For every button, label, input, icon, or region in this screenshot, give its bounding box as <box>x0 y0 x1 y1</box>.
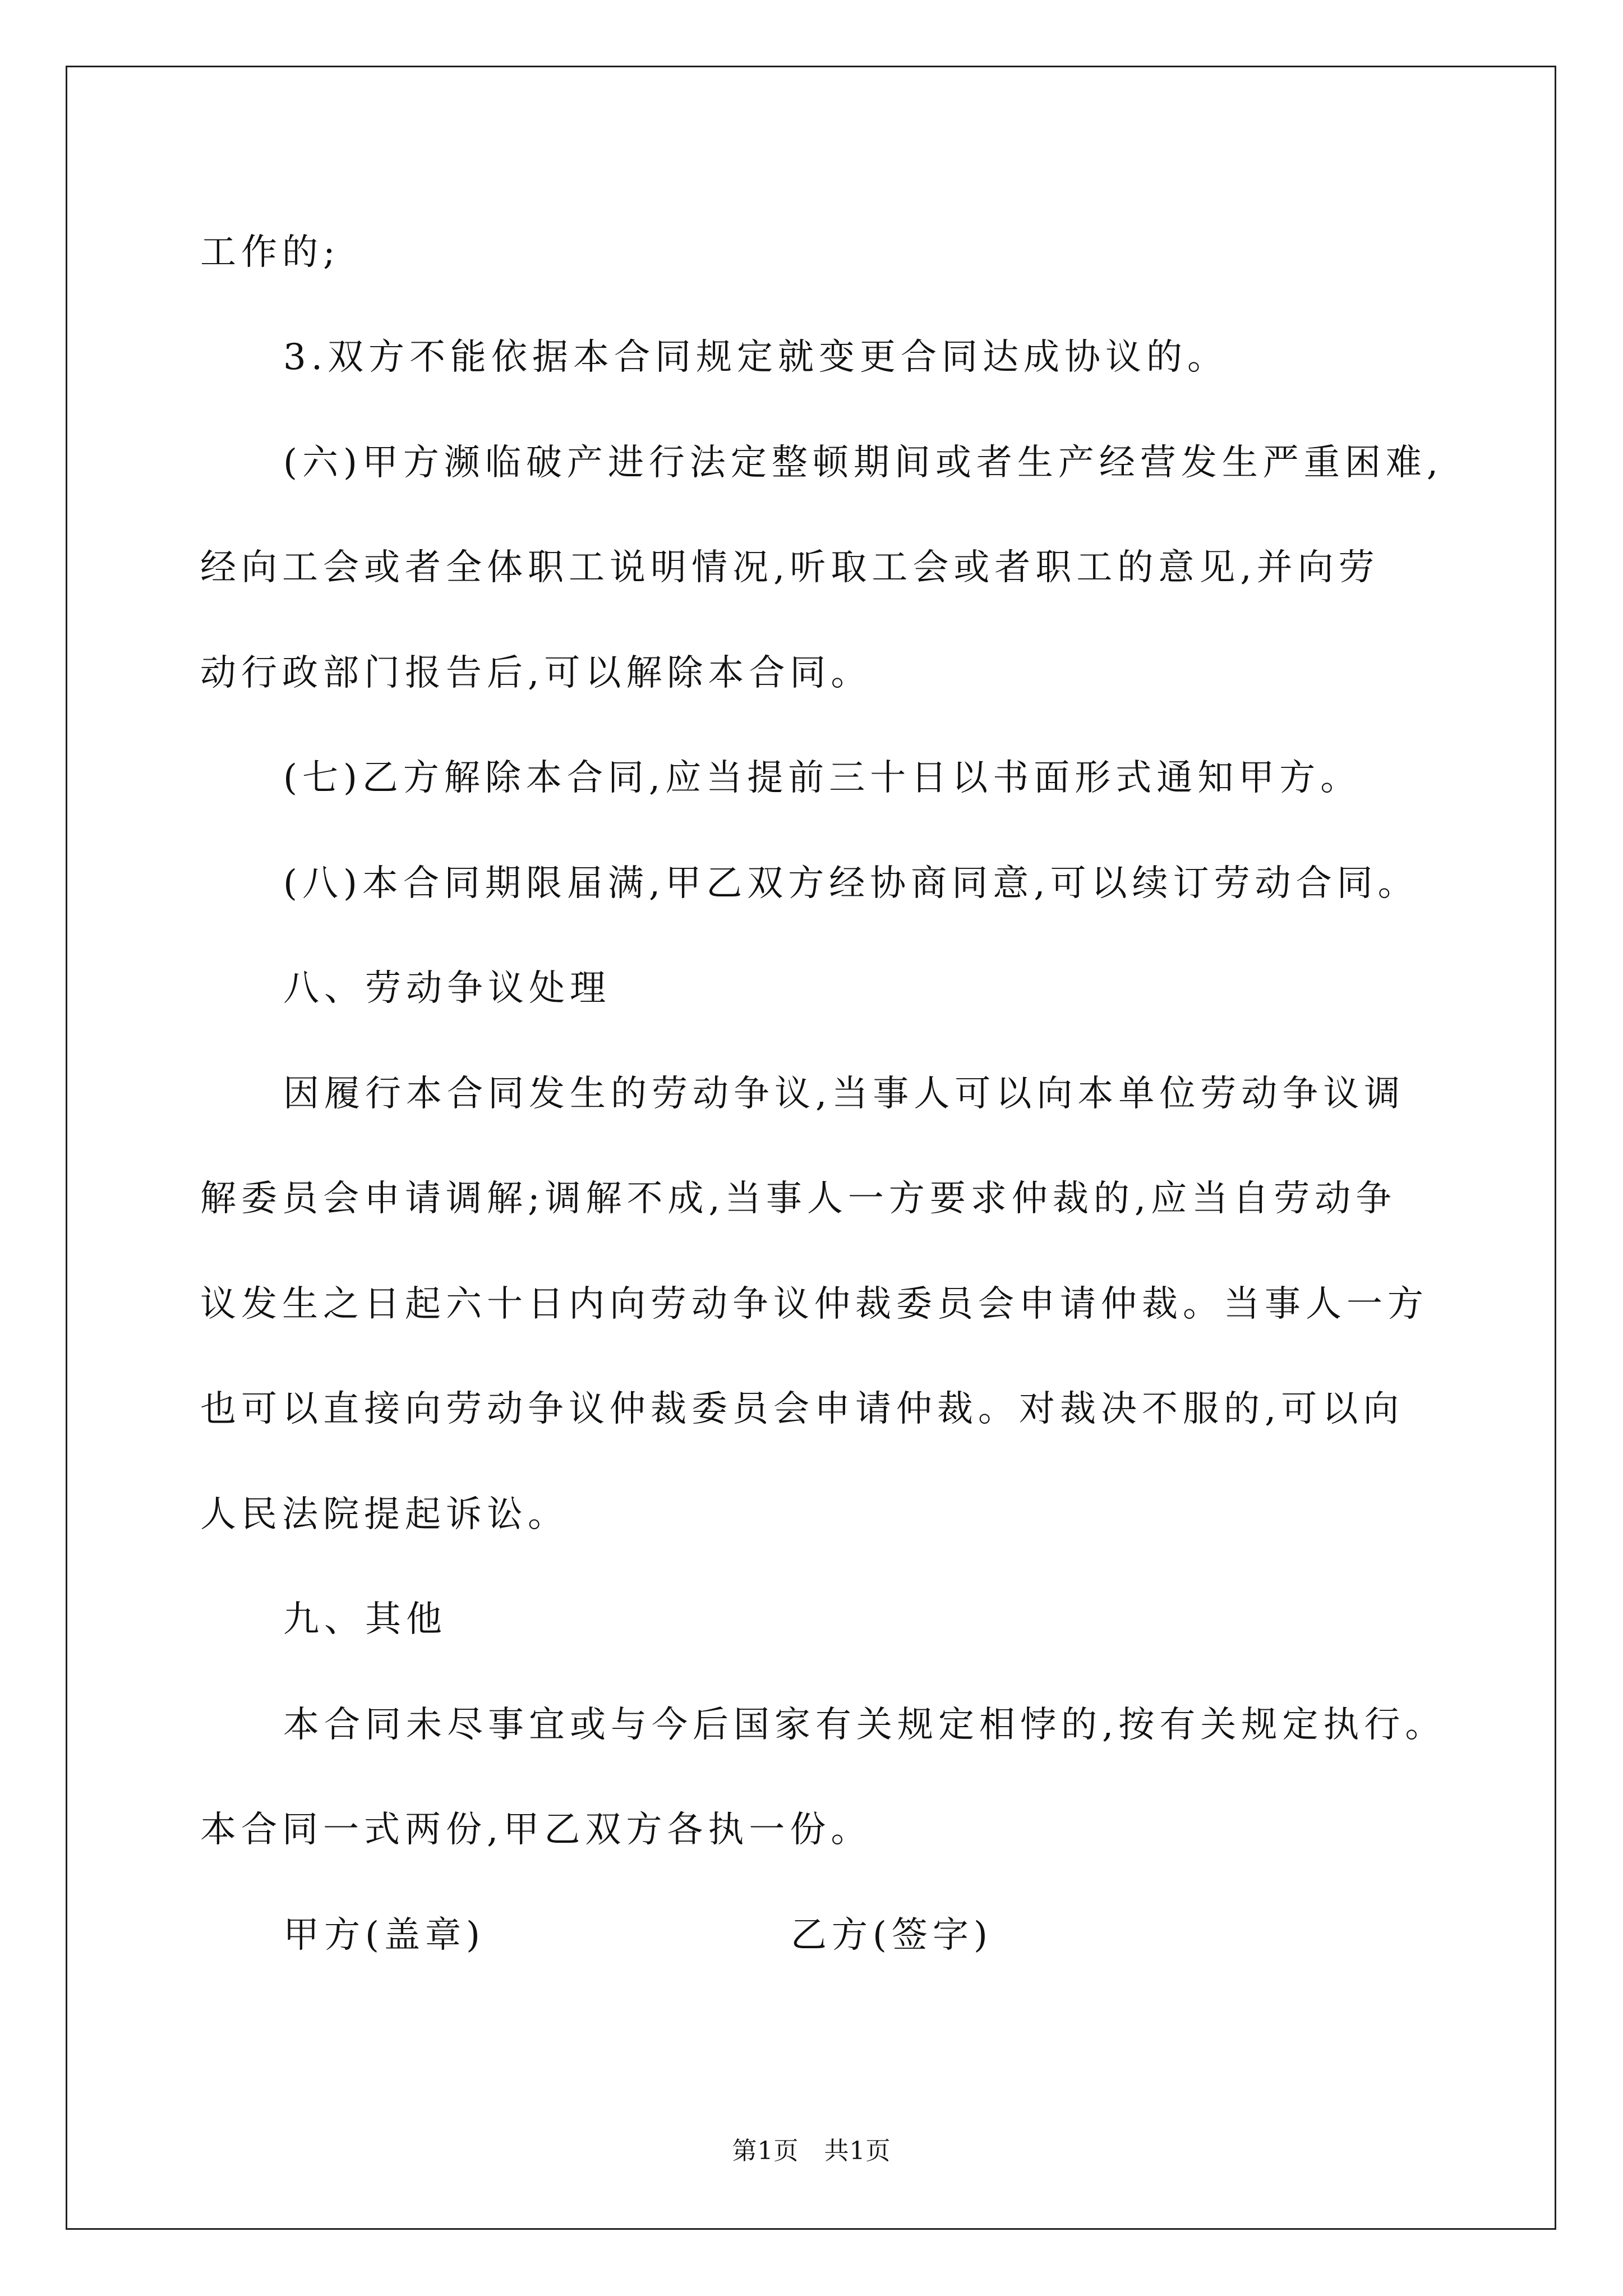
section-heading: 八、劳动争议处理 <box>283 968 611 1009</box>
paragraph-line: 本合同一式两份,甲乙双方各执一份。 <box>200 1809 872 1851</box>
paragraph-line: 解委员会申请调解;调解不成,当事人一方要求仲裁的,应当自劳动争 <box>200 1178 1397 1220</box>
signature-party-b: 乙方(签字) <box>791 1915 993 1956</box>
paragraph-line: 经向工会或者全体职工说明情况,听取工会或者职工的意见,并向劳 <box>200 547 1380 588</box>
page-footer: 第1页 共1页 <box>732 2137 891 2165</box>
section-heading: 九、其他 <box>283 1599 447 1640</box>
paragraph-line: 因履行本合同发生的劳动争议,当事人可以向本单位劳动争议调 <box>283 1073 1405 1115</box>
paragraph-line: (七)乙方解除本合同,应当提前三十日以书面形式通知甲方。 <box>283 757 1362 799</box>
paragraph-line: 工作的; <box>200 232 340 273</box>
paragraph-line: 议发生之日起六十日内向劳动争议仲裁委员会申请仲裁。当事人一方 <box>200 1283 1428 1325</box>
paragraph-line: 人民法院提起诉讼。 <box>200 1494 569 1535</box>
signature-party-a: 甲方(盖章) <box>283 1915 485 1956</box>
paragraph-line: 动行政部门报告后,可以解除本合同。 <box>200 652 872 694</box>
paragraph-line: (八)本合同期限届满,甲乙双方经协商同意,可以续订劳动合同。 <box>283 863 1419 904</box>
paragraph-line: 本合同未尽事宜或与今后国家有关规定相悖的,按有关规定执行。 <box>283 1704 1446 1746</box>
page-frame <box>66 66 1556 2230</box>
paragraph-line: 也可以直接向劳动争议仲裁委员会申请仲裁。对裁决不服的,可以向 <box>200 1388 1404 1430</box>
paragraph-line: (六)甲方濒临破产进行法定整顿期间或者生产经营发生严重困难, <box>283 442 1444 484</box>
paragraph-line: 3.双方不能依据本合同规定就变更合同达成协议的。 <box>283 337 1229 378</box>
